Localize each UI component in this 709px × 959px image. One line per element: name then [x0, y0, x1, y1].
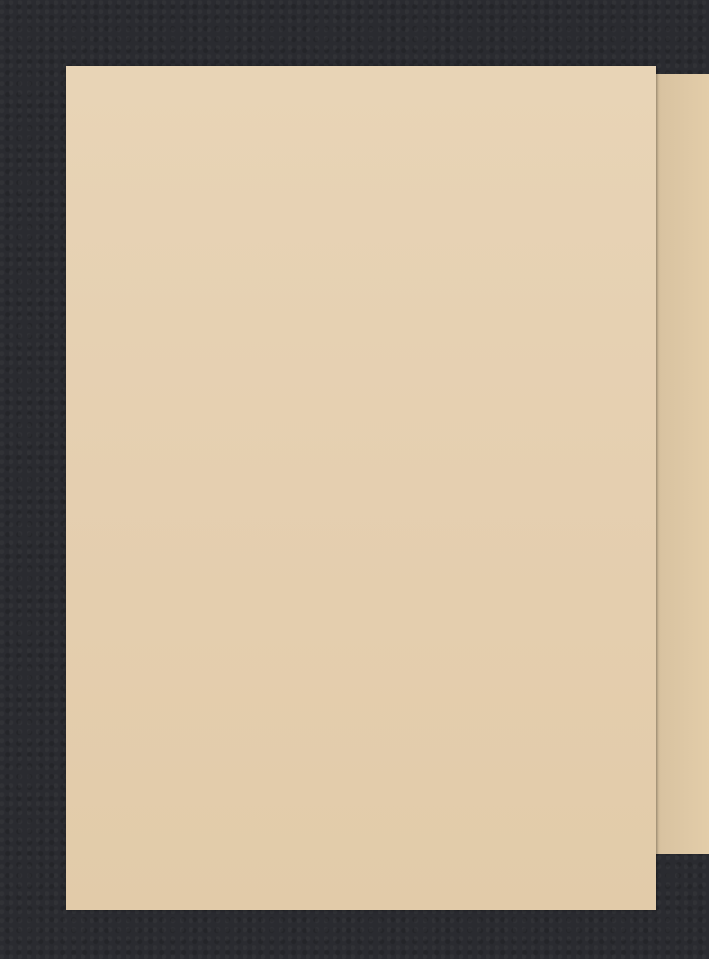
- facing-page-edge: [652, 74, 709, 854]
- book-page: [66, 66, 656, 910]
